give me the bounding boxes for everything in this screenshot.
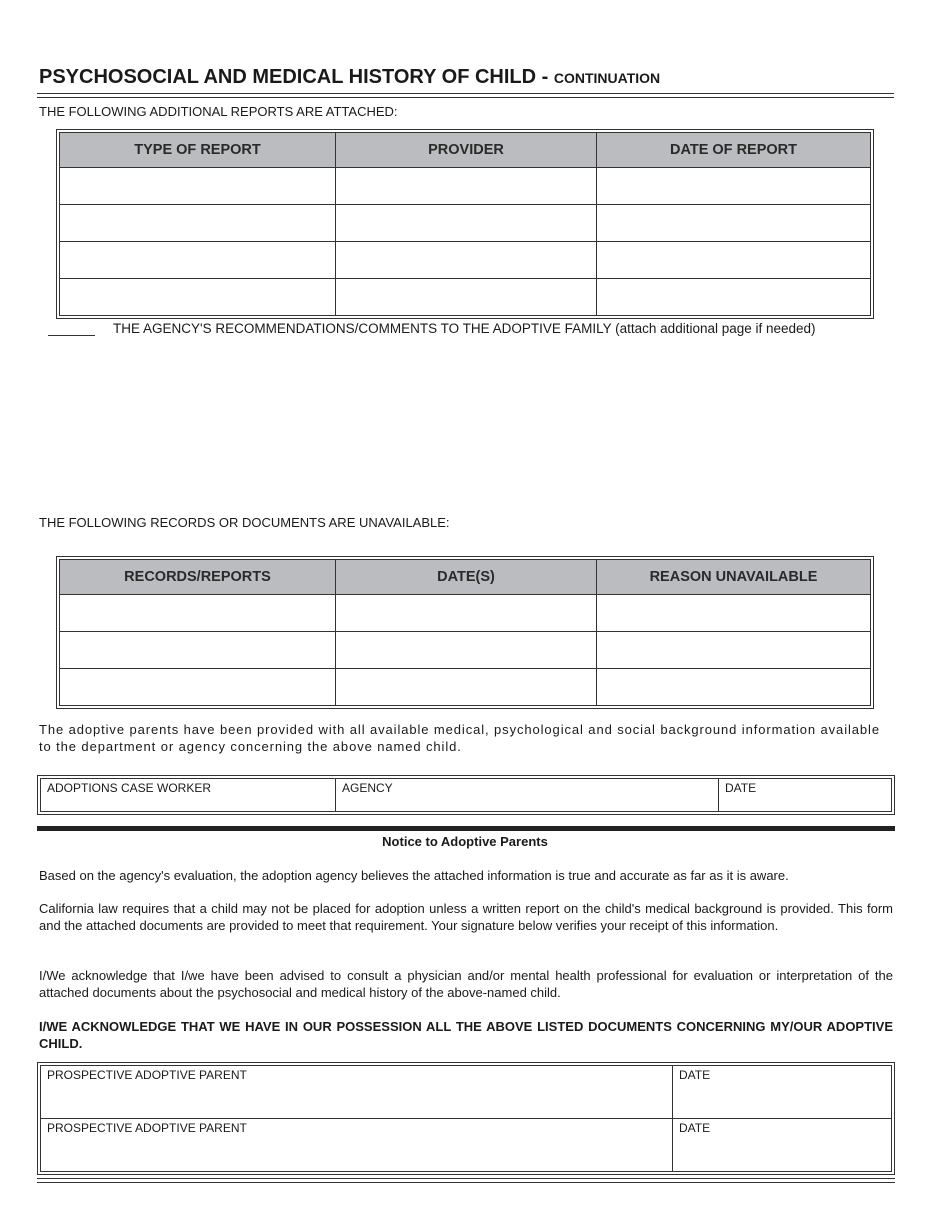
table-row [60, 595, 871, 632]
signature-box-frame [37, 1062, 895, 1175]
table-cell-input[interactable] [597, 242, 871, 279]
agency-field[interactable] [336, 779, 719, 812]
table-cell-input[interactable] [60, 669, 336, 706]
table-cell-input[interactable] [60, 279, 336, 316]
notice-paragraph-1: Based on the agency's evaluation, the adoption agency believes the attached information is true and accurate as far as it is aware. [39, 868, 789, 883]
parent2-signature-field[interactable] [41, 1119, 673, 1172]
table-cell-input[interactable] [597, 279, 871, 316]
table-row [60, 279, 871, 316]
title-suffix: CONTINUATION [553, 70, 661, 86]
table-cell-input[interactable] [60, 595, 336, 632]
reports-table [59, 132, 871, 316]
unavailable-table-frame [56, 556, 874, 709]
worker-date-field[interactable] [719, 779, 892, 812]
notice-divider [37, 826, 895, 831]
worker-box-frame [37, 775, 895, 815]
unavailable-table [59, 559, 871, 706]
reports-intro: THE FOLLOWING ADDITIONAL REPORTS ARE ATTACHED: [39, 104, 398, 119]
page-title [39, 66, 660, 89]
col-dates: DATE(S) [336, 560, 597, 595]
table-cell-input[interactable] [597, 595, 871, 632]
notice-title: Notice to Adoptive Parents [382, 834, 548, 849]
table-cell-input[interactable] [336, 632, 597, 669]
footer-double-rule [37, 1178, 895, 1183]
unavailable-header-row [60, 560, 871, 595]
parent1-signature-field[interactable] [41, 1066, 673, 1119]
table-cell-input[interactable] [336, 242, 597, 279]
table-row [60, 669, 871, 706]
table-cell-input[interactable] [597, 669, 871, 706]
signature-box [40, 1065, 892, 1172]
notice-acknowledgement: I/WE ACKNOWLEDGE THAT WE HAVE IN OUR POSSESSION ALL THE ABOVE LISTED DOCUMENTS CONCERNING MY/OUR ADOPTIVE CHILD. [39, 1019, 893, 1051]
title-main: PSYCHOSOCIAL AND MEDICAL HISTORY OF CHILD - [39, 66, 554, 88]
parent2-date-field[interactable] [673, 1119, 892, 1172]
table-cell-input[interactable] [336, 595, 597, 632]
parent2-date-label: DATE [679, 1121, 711, 1135]
table-cell-input[interactable] [60, 205, 336, 242]
col-records-reports: RECORDS/REPORTS [60, 560, 336, 595]
table-cell-input[interactable] [336, 279, 597, 316]
reports-table-frame [56, 129, 874, 319]
notice-paragraph-2: California law requires that a child may not be placed for adoption unless a written report on the child's medical background is provided. This form and the attached documents are provided to meet that requirement. Your signature below verifies your receipt of this information. [39, 901, 893, 933]
parent1-date-field[interactable] [673, 1066, 892, 1119]
worker-box [40, 778, 892, 812]
recommendations-label: THE AGENCY'S RECOMMENDATIONS/COMMENTS TO THE ADOPTIVE FAMILY (attach additional page if needed) [113, 321, 816, 336]
table-cell-input[interactable] [336, 669, 597, 706]
table-row [60, 205, 871, 242]
parent1-date-label: DATE [679, 1068, 711, 1082]
provided-statement: The adoptive parents have been provided with all available medical, psychological and social background information available to the department or agency concerning the above named child. [39, 722, 880, 754]
parent2-label: PROSPECTIVE ADOPTIVE PARENT [47, 1121, 247, 1135]
table-row [60, 632, 871, 669]
col-date-of-report: DATE OF REPORT [597, 133, 871, 168]
recommendations-check-line[interactable] [48, 335, 95, 336]
table-row [60, 242, 871, 279]
title-double-rule [37, 93, 894, 98]
table-cell-input[interactable] [597, 205, 871, 242]
table-cell-input[interactable] [597, 168, 871, 205]
table-cell-input[interactable] [60, 632, 336, 669]
col-type-of-report: TYPE OF REPORT [60, 133, 336, 168]
col-reason-unavailable: REASON UNAVAILABLE [597, 560, 871, 595]
recommendations-comment-area[interactable] [39, 345, 893, 505]
notice-paragraph-3: I/We acknowledge that I/we have been advised to consult a physician and/or mental health professional for evaluation or interpretation of the attached documents about the psychosocial and medical history of the above-named child. [39, 968, 893, 1000]
parent1-label: PROSPECTIVE ADOPTIVE PARENT [47, 1068, 247, 1082]
table-cell-input[interactable] [597, 632, 871, 669]
worker-date-label: DATE [725, 781, 757, 795]
table-cell-input[interactable] [336, 168, 597, 205]
table-row [60, 168, 871, 205]
table-cell-input[interactable] [60, 242, 336, 279]
col-provider: PROVIDER [336, 133, 597, 168]
table-cell-input[interactable] [60, 168, 336, 205]
table-cell-input[interactable] [336, 205, 597, 242]
agency-label: AGENCY [342, 781, 393, 795]
worker-label: ADOPTIONS CASE WORKER [47, 781, 212, 795]
worker-field[interactable] [41, 779, 336, 812]
unavailable-intro: THE FOLLOWING RECORDS OR DOCUMENTS ARE UNAVAILABLE: [39, 515, 450, 530]
reports-header-row [60, 133, 871, 168]
